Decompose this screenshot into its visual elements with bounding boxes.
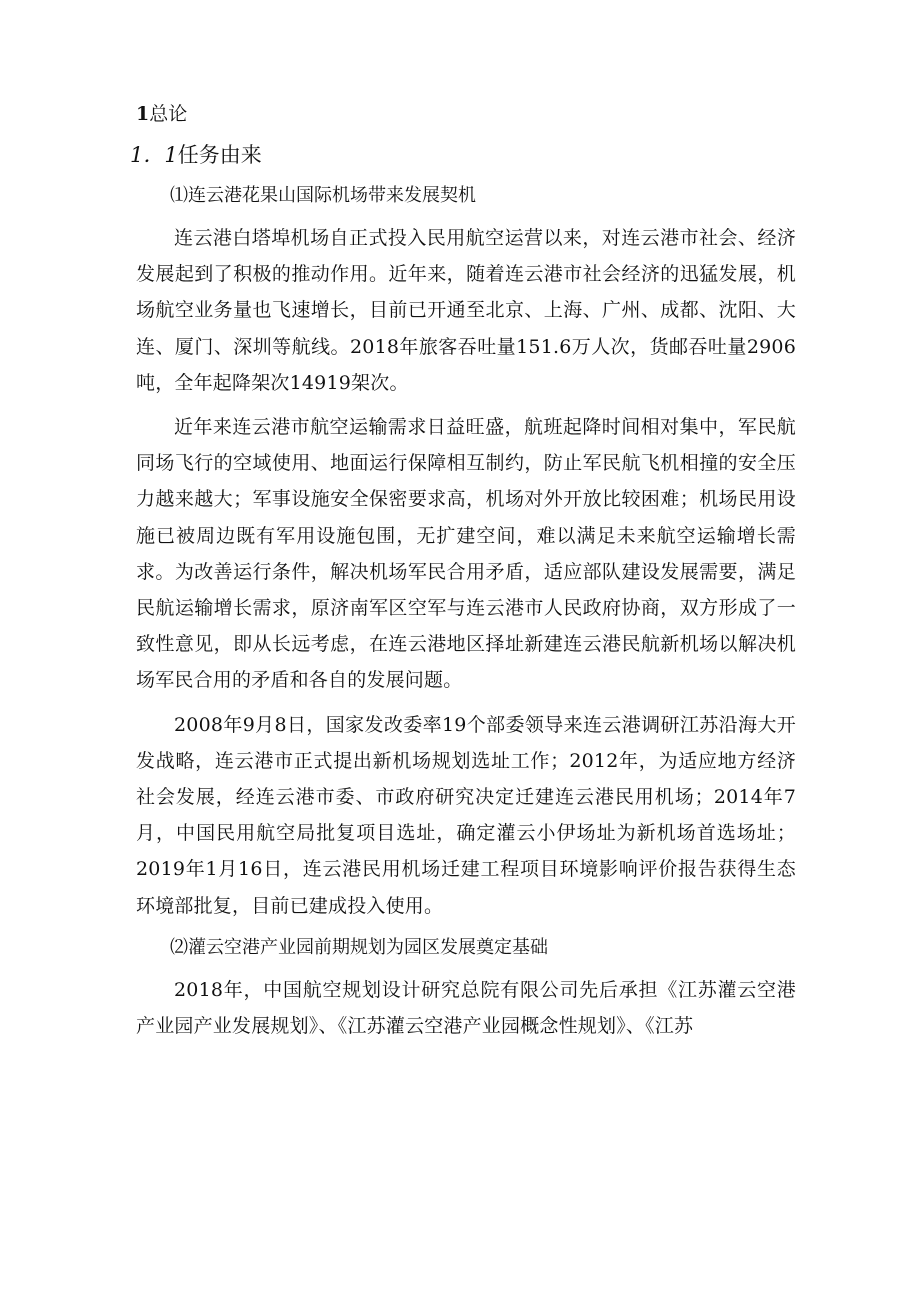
paragraph: 连云港白塔埠机场自正式投入民用航空运营以来，对连云港市社会、经济发展起到了积极的推动作用。近年来，随着连云港市社会经济的迅猛发展，机场航空业务量也飞速增长，目前已开通至北京、上海、广州、成都、沈阳、大连、厦门、深圳等航线。2018年旅客吞吐量151.6万人次，货邮吞吐量2906吨，全年起降架次14919架次。 [136, 227, 796, 394]
document-body [130, 96, 796, 1052]
section-heading [130, 136, 796, 174]
chapter-title: 总论 [149, 103, 188, 125]
section-number: 1．1 [130, 143, 178, 167]
paragraph: 2018年，中国航空规划设计研究总院有限公司先后承担《江苏灌云空港产业园产业发展规划》、《江苏灌云空港产业园概念性规划》、《江苏 [136, 978, 796, 1038]
paragraph: 2008年9月8日，国家发改委率19个部委领导来连云港调研江苏沿海大开发战略，连云港市正式提出新机场规划选址工作；2012年，为适应地方经济社会发展，经连云港市委、市政府研究决定迁建连云港民用机场；2014年7月，中国民用航空局批复项目选址，确定灌云小伊场址为新机场首选场址；2019年1月16日，连云港民用机场迁建工程项目环境影响评价报告获得生态环境部批复，目前已建成投入使用。 [136, 713, 796, 917]
subsection-title-1: ⑴连云港花果山国际机场带来发展契机 [170, 185, 476, 206]
subsection-title-2: ⑵灌云空港产业园前期规划为园区发展奠定基础 [170, 936, 548, 958]
paragraph: 近年来连云港市航空运输需求日益旺盛，航班起降时间相对集中，军民航同场飞行的空域使用、地面运行保障相互制约，防止军民航飞机相撞的安全压力越来越大；军事设施安全保密要求高，机场对外开放比较困难；机场民用设施已被周边既有军用设施包围，无扩建空间，难以满足未来航空运输增长需求。为改善运行条件，解决机场军民合用矛盾，适应部队建设发展需要，满足民航运输增长需求，原济南军区空军与连云港市人民政府协商，双方形成了一致性意见，即从长远考虑，在连云港地区择址新建连云港民航新机场以解决机场军民合用的矛盾和各自的发展问题。 [136, 416, 796, 692]
chapter-number: 1 [136, 103, 150, 125]
section-title: 任务由来 [177, 143, 262, 167]
chapter-heading [136, 96, 796, 132]
